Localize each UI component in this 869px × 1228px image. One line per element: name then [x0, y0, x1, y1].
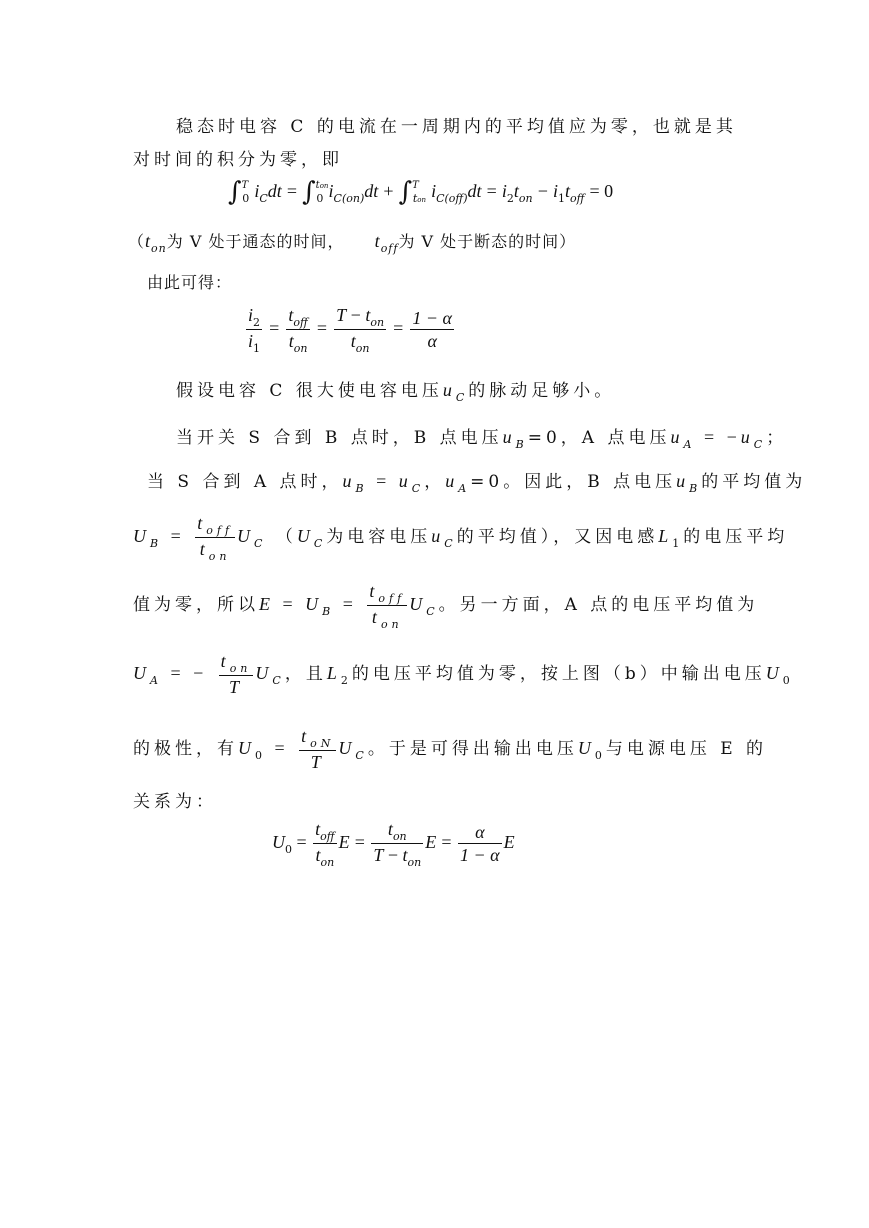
paragraph-line: 值为零，所以$E = U_B$ = $\frac{t_{off}}{t_{on}}$ $U_C$。另一方面，A 点的电压平均值为: [133, 581, 759, 631]
ratio-equation: $\frac{i_2}{i_1}$ = $\frac{t_{off}}{t_{on}}$ = $\frac{T - t_{on}}{t_{on}}$ = $\frac{1 - \alpha}{\alpha}$: [248, 305, 452, 355]
note-line: （$t_{on}$为 V 处于通态的时间， $t_{off}$为 V 处于断态的时间）: [128, 231, 577, 255]
output-voltage-equation: $U_0$ = $\frac{t_{off}}{t_{on}}$ E = $\frac{t_{on}}{T - t_{on}}$ E = $\frac{\alpha}{1 - \alpha}$ E: [272, 819, 515, 869]
paragraph-line: 稳态时电容 C 的电流在一周期内的平均值应为零，也就是其: [176, 117, 737, 137]
integral-equation: ∫$^T_0$ $i_Cdt = \int^{ton}_0$ $i_{C(on)}dt + \int^T_{ton}$ $i_{C(off)}dt = i_2t_{on} - i_1t_{off} = 0$: [228, 177, 614, 207]
paragraph-line: 的极性，有$U_0$ = $\frac{t_{oN}}{T}$ $U_C$。于是可得出输出电压$U_0$与电源电压 E 的: [133, 726, 768, 772]
paragraph-line: 对时间的积分为零，即: [133, 150, 343, 170]
paragraph-line: 由此可得：: [147, 273, 233, 292]
paragraph-line: 关系为：: [133, 792, 217, 812]
paragraph-line: 当 S 合到 A 点时，$u_B = u_C$，$u_A=0$。因此，B 点电压$u_B$的平均值为: [147, 471, 807, 495]
paragraph-line: $U_B$ = $\frac{t_{off}}{t_{on}}$ $U_C$ （$U_C$为电容电压$u_C$的平均值），又因电感$L_1$的电压平均: [133, 513, 789, 563]
paragraph-line: 假设电容 C 很大使电容电压$u_C$的脉动足够小。: [176, 380, 616, 404]
paragraph-line: $U_A$ = − $\frac{t_{on}}{T}$ $U_C$，且$L_2$的电压平均值为零，按上图（b）中输出电压$U_0$: [133, 651, 794, 697]
paragraph-line: 当开关 S 合到 B 点时，B 点电压$u_B=0$，A 点电压$u_A = -u_C$；: [176, 427, 788, 451]
